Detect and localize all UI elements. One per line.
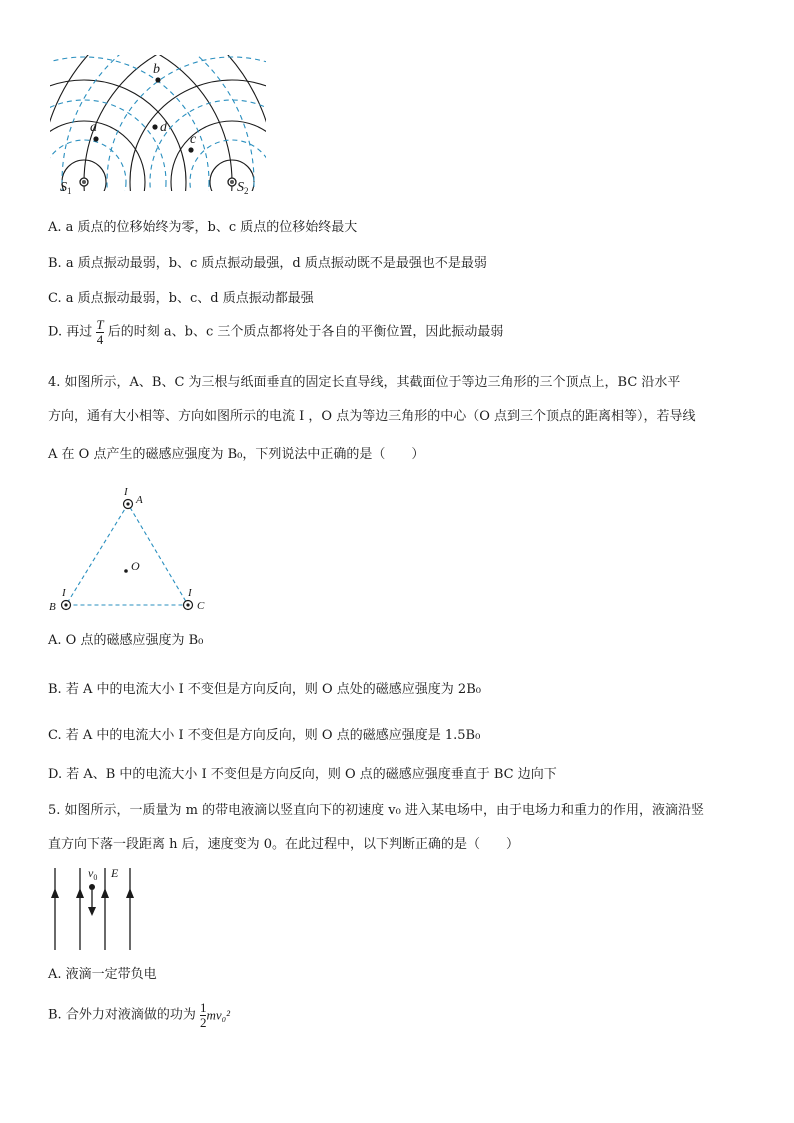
label-i-a: I: [124, 486, 128, 498]
field-arrow-up-icon-1: [51, 888, 59, 898]
q4-option-d: D. 若 A、B 中的电流大小 I 不变但是方向反向，则 O 点的磁感应强度垂直于 BC 边向下: [48, 767, 557, 782]
field-arrow-up-icon-4: [126, 888, 134, 898]
fraction-one-half: $\frac{1}{2}$: [199, 1000, 207, 1030]
label-i-b: I: [62, 587, 66, 599]
label-s1: $S_1$: [60, 180, 72, 196]
field-arrow-up-icon-2: [76, 888, 84, 898]
label-d: d: [160, 120, 167, 135]
q5-option-b-prefix: B. 合外力对液滴做的功为: [48, 1007, 196, 1023]
label-b: B: [49, 601, 56, 613]
label-s2: $S_2$: [237, 180, 249, 196]
q3-option-c: C. a 质点振动最弱，b、c、d 质点振动都最强: [48, 291, 314, 306]
q3-option-a: A. a 质点的位移始终为零，b、c 质点的位移始终最大: [48, 220, 358, 235]
q5-option-b-suffix: mv₀²: [206, 1007, 231, 1023]
label-a: a: [90, 120, 97, 135]
q3-option-d-prefix: D. 再过: [48, 324, 93, 340]
q5-stem-line1: 5. 如图所示，一质量为 m 的带电液滴以竖直向下的初速度 v₀ 进入某电场中，由于电场力和重力的作用，液滴沿竖: [48, 803, 704, 818]
q3-option-b: B. a 质点振动最弱，b、c 质点振动最强，d 质点振动既不是最强也不是最弱: [48, 256, 487, 271]
q5-option-b: [48, 1001, 230, 1030]
label-v0: $v_0$: [88, 866, 98, 882]
q4-stem-line3: A 在 O 点产生的磁感应强度为 B₀，下列说法中正确的是（ ）: [48, 447, 425, 462]
label-i-c: I: [188, 587, 192, 599]
q5-option-a: A. 液滴一定带负电: [48, 967, 157, 982]
label-c: c: [190, 132, 197, 147]
fraction-t-over-4: $\frac{T}{4}$: [96, 317, 104, 347]
q4-option-b: B. 若 A 中的电流大小 I 不变但是方向反向，则 O 点处的磁感应强度为 2B₀: [48, 682, 481, 697]
q3-option-d-suffix: 后的时刻 a、b、c 三个质点都将处于各自的平衡位置，因此振动最弱: [107, 324, 504, 340]
charged-droplet: [89, 884, 95, 890]
q5-stem-line2: 直方向下落一段距离 h 后，速度变为 0。在此过程中，以下判断正确的是（ ）: [48, 837, 520, 852]
label-e: E: [111, 866, 119, 880]
q4-option-a: A. O 点的磁感应强度为 B₀: [48, 633, 204, 648]
field-arrow-up-icon-3: [101, 888, 109, 898]
q4-option-c: C. 若 A 中的电流大小 I 不变但是方向反向，则 O 点的磁感应强度是 1.5B₀: [48, 728, 481, 743]
q4-stem-line1: 4. 如图所示，A、B、C 为三根与纸面垂直的固定长直导线，其截面位于等边三角形的三个顶点上，BC 沿水平: [48, 375, 681, 390]
q4-stem-line2: 方向，通有大小相等、方向如图所示的电流 I ，O 点为等边三角形的中心（O 点到三个顶点的距离相等），若导线: [48, 409, 696, 424]
label-b: b: [153, 62, 160, 77]
label-o: O: [131, 559, 140, 573]
label-a: A: [136, 494, 143, 506]
velocity-arrow-down-icon: [88, 907, 96, 916]
label-c: C: [197, 600, 205, 612]
